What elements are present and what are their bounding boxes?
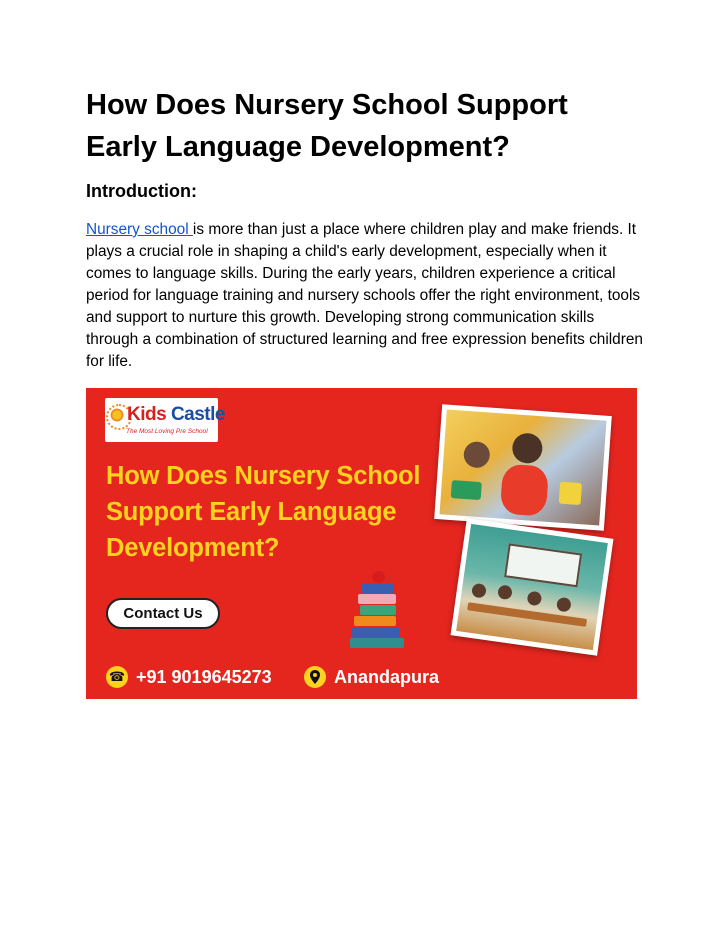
phone-icon: ☎ <box>106 666 128 688</box>
page-title: How Does Nursery School Support Early Language Development? <box>86 89 568 163</box>
apple-icon <box>372 571 385 583</box>
contact-us-button[interactable]: Contact Us <box>106 598 220 629</box>
children-classroom-photo <box>434 404 612 531</box>
phone-contact[interactable] <box>106 666 272 688</box>
kids-castle-logo <box>105 398 225 442</box>
nursery-school-link[interactable]: Nursery school <box>86 221 193 238</box>
article-banner <box>86 388 637 699</box>
logo-name-castle: Castle <box>170 404 225 425</box>
phone-number: +91 9019645273 <box>136 666 272 687</box>
banner-title: How Does Nursery School Support Early Language Development? <box>106 462 421 562</box>
logo-name <box>127 404 225 426</box>
whiteboard <box>504 543 582 587</box>
intro-paragraph <box>86 219 646 373</box>
location-info <box>304 666 439 688</box>
classroom-photo <box>451 518 614 655</box>
books-icon <box>348 571 410 651</box>
logo-name-kids: Kids <box>127 404 171 425</box>
sun-logo-icon <box>109 407 125 423</box>
intro-text: is more than just a place where children play and make friends. It plays a crucial role in shaping a child's early development, especially when it comes to language skills. During the early years, children experience a critical period for language training and nursery schools offer the right environment, tools and support to nurture this growth. Developing strong communication skills through a combination of structured learning and free expression benefits children for life. <box>86 221 643 370</box>
location-name: Anandapura <box>334 666 440 687</box>
section-heading: Introduction: <box>86 181 197 201</box>
location-pin-icon <box>304 666 326 688</box>
logo-tagline: The Most Loving Pre School <box>126 428 208 435</box>
